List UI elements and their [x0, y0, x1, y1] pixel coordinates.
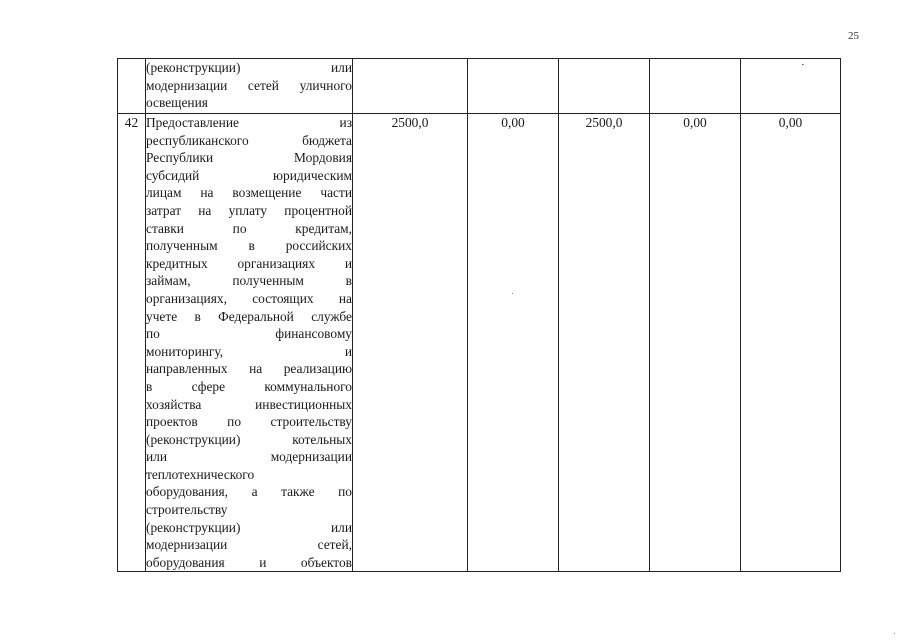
description-line: направленных на реализацию	[146, 361, 352, 377]
value-cell-3: 2500,0	[559, 114, 650, 572]
description-line: мониторингу, и	[146, 343, 352, 359]
description-line: займам, полученным в	[146, 273, 352, 289]
description-line: (реконструкции) котельных	[146, 431, 352, 447]
description-line: организациях, состоящих на	[146, 290, 352, 306]
description-line: по финансовому	[146, 326, 352, 342]
value-cell-4: 0,00	[650, 114, 741, 572]
scan-speck-mark: ·	[801, 59, 805, 71]
row-number-cell: 42	[118, 114, 146, 572]
table-row-42	[118, 114, 841, 572]
description-line: или модернизации	[146, 449, 352, 465]
description-line: затрат на уплату процентной	[146, 202, 352, 218]
description-line: Предоставление из	[146, 115, 352, 130]
description-line: модернизации сетей,	[146, 537, 352, 553]
description-line: оборудования, а также по	[146, 484, 352, 500]
description-line: оборудования и объектов	[146, 554, 352, 570]
description-line: хозяйства инвестиционных	[146, 396, 352, 412]
description-line: строительству	[146, 502, 228, 518]
description-line: Республики Мордовия	[146, 150, 352, 166]
description-line: ставки по кредитам,	[146, 220, 352, 236]
description-line: учете в Федеральной службе	[146, 308, 352, 324]
description-line: полученным в российских	[146, 238, 352, 254]
description-line: республиканского бюджета	[146, 132, 352, 148]
description-line: кредитных организациях и	[146, 255, 352, 271]
value-cell-5: 0,00	[741, 114, 841, 572]
value-cell-2: 0,00	[468, 114, 559, 572]
value-cell-4	[650, 59, 741, 114]
page-number: 25	[848, 30, 859, 42]
scan-speck-mark	[512, 293, 513, 294]
row-description-cell	[146, 114, 353, 572]
row-description-cell	[146, 59, 353, 114]
description-line: лицам на возмещение части	[146, 185, 352, 201]
description-line: в сфере коммунального	[146, 378, 352, 394]
scan-speck-mark	[894, 633, 895, 634]
description-line: субсидий юридическим	[146, 167, 352, 183]
value-cell-3	[559, 59, 650, 114]
description-line: теплотехнического	[146, 466, 255, 482]
description-line: освещения	[146, 95, 208, 111]
budget-table	[117, 58, 841, 572]
value-cell-2	[468, 59, 559, 114]
description-line: (реконструкции) или	[146, 60, 352, 75]
row-number-cell	[118, 59, 146, 114]
value-cell-1	[353, 59, 468, 114]
value-cell-5	[741, 59, 841, 114]
value-cell-1: 2500,0	[353, 114, 468, 572]
description-line: проектов по строительству	[146, 414, 352, 430]
description-line: модернизации сетей уличного	[146, 77, 352, 93]
description-line: (реконструкции) или	[146, 519, 352, 535]
table-row-continued	[118, 59, 841, 114]
